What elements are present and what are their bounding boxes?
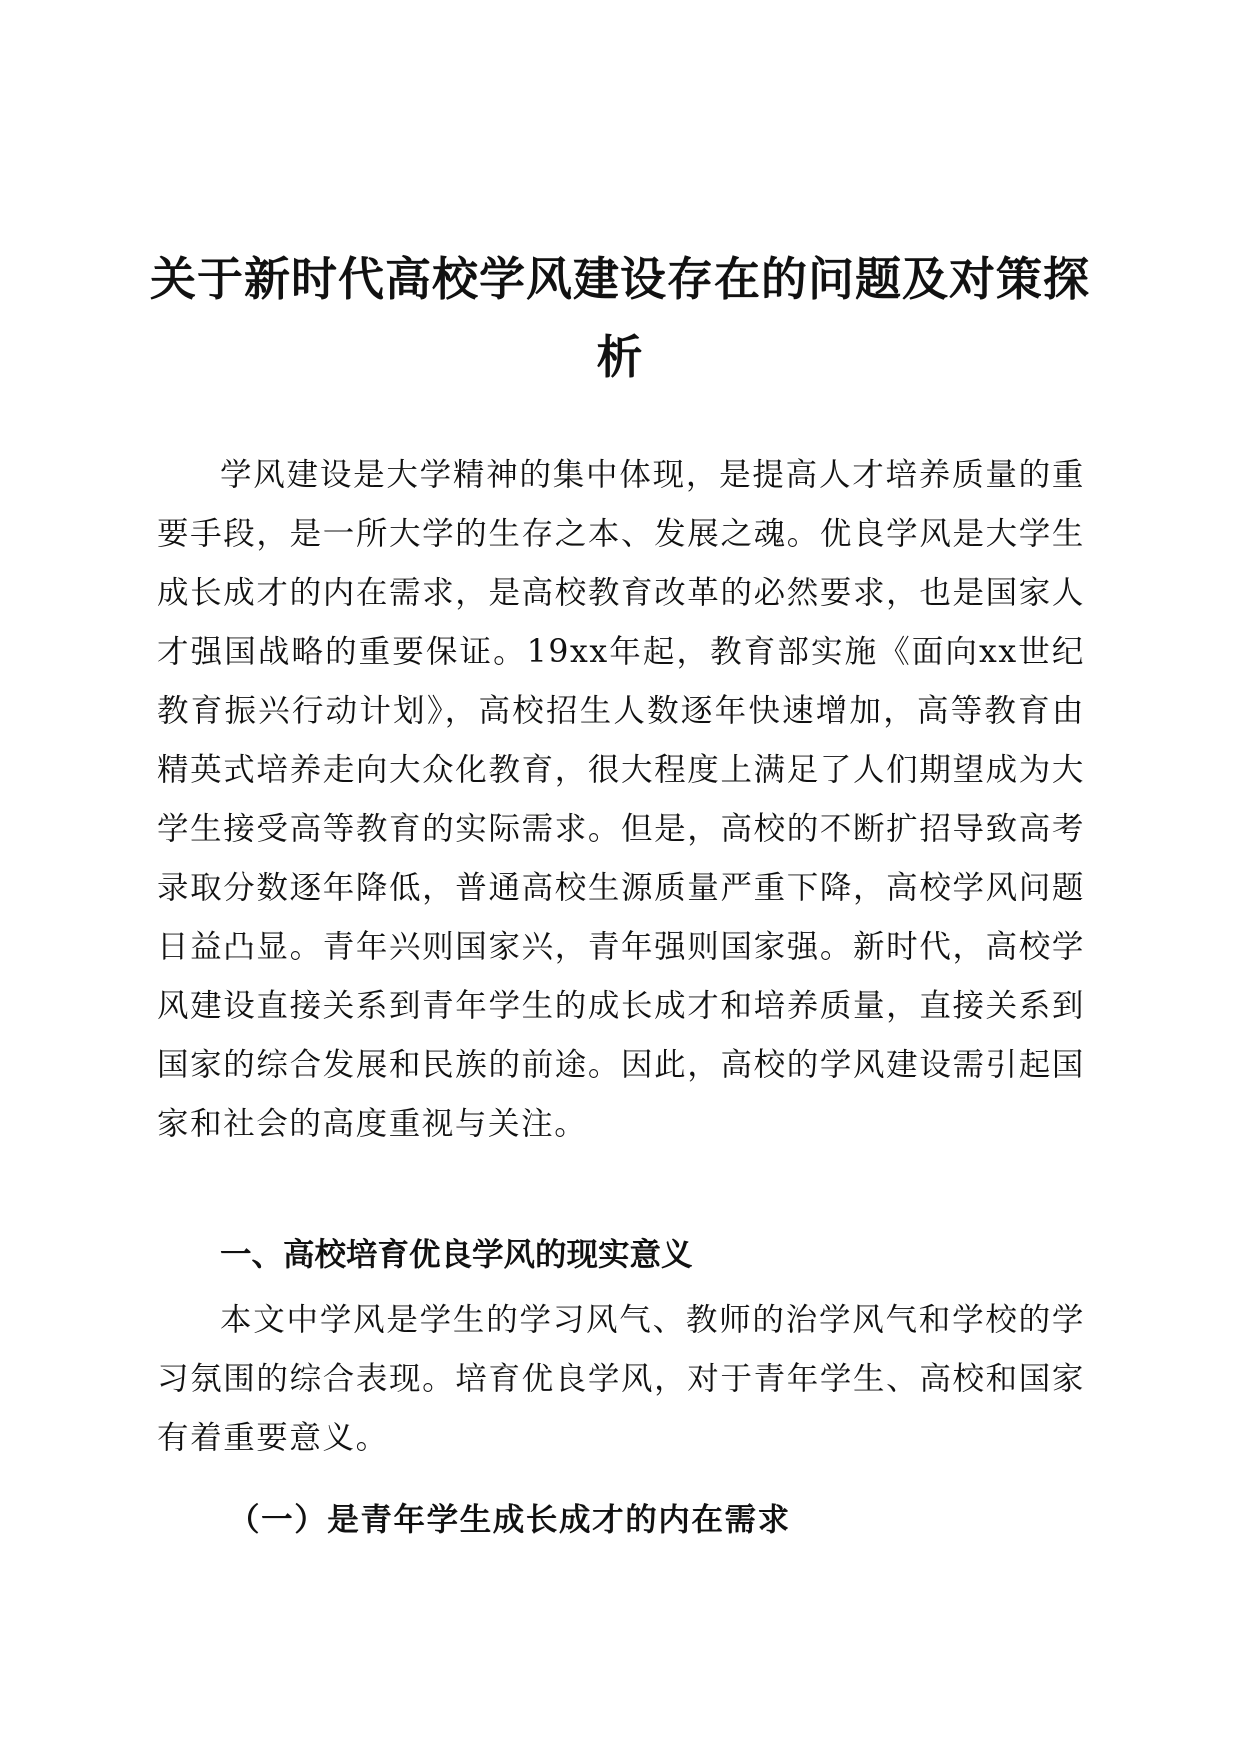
subsection-heading: （一）是青年学生成长成才的内在需求 <box>228 1501 791 1538</box>
intro-paragraph: 学风建设是大学精神的集中体现，是提高人才培养质量的重要手段，是一所大学的生存之本、发展之魂。优良学风是大学生成长成才的内在需求，是高校教育改革的必然要求，也是国家人才强国战略的重要保证。19xx年起，教育部实施《面向xx世纪教育振兴行动计划》，高校招生人数逐年快速增加，高等教育由精英式培养走向大众化教育，很大程度上满足了人们期望成为大学生接受高等教育的实际需求。但是，高校的不断扩招导致高考录取分数逐年降低，普通高校生源质量严重下降，高校学风问题日益凸显。青年兴则国家兴，青年强则国家强。新时代，高校学风建设直接关系到青年学生的成长成才和培养质量，直接关系到国家的综合发展和民族的前途。因此，高校的学风建设需引起国家和社会的高度重视与关注。 <box>157 457 1085 1142</box>
section-paragraph: 本文中学风是学生的学习风气、教师的治学风气和学校的学习氛围的综合表现。培育优良学风，对于青年学生、高校和国家有着重要意义。 <box>157 1302 1085 1456</box>
document-title: 关于新时代高校学风建设存在的问题及对策探析 <box>150 252 1090 384</box>
section-heading: 一、高校培育优良学风的现实意义 <box>220 1237 693 1273</box>
